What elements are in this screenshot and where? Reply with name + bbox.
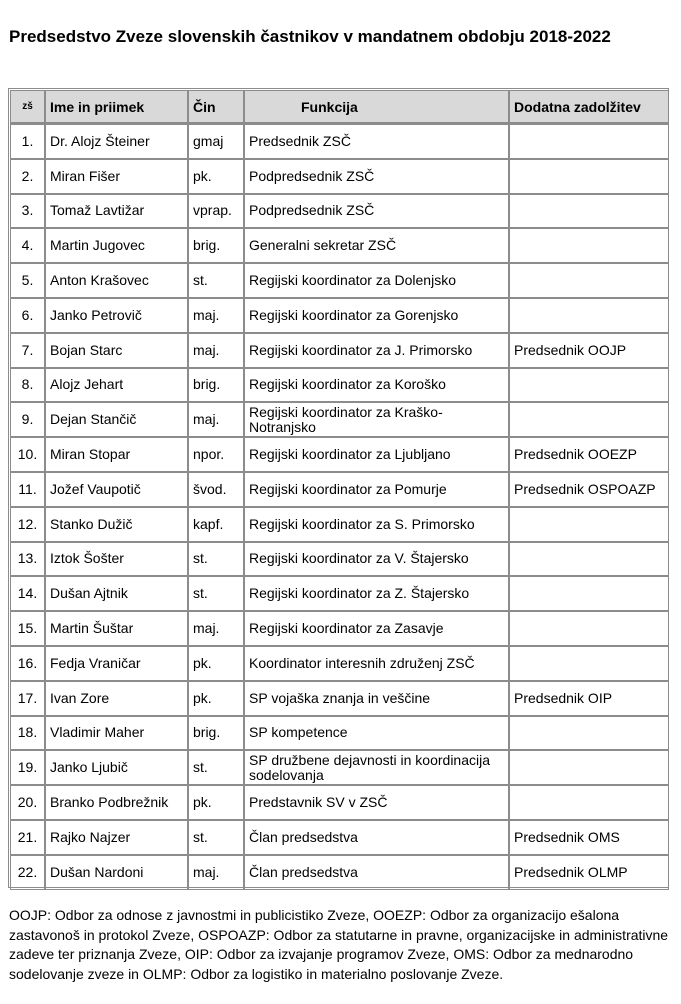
cell-rank: brig. — [188, 228, 244, 263]
cell-number: 13. — [10, 542, 45, 577]
cell-name: Anton Krašovec — [45, 263, 188, 298]
table-row — [10, 368, 669, 403]
cell-rank: npor. — [188, 437, 244, 472]
cell-number: 21. — [10, 820, 45, 855]
table-row — [10, 402, 669, 437]
cell-number: 19. — [10, 750, 45, 785]
cell-extra-duty — [509, 263, 669, 298]
cell-function: Podpredsednik ZSČ — [244, 159, 509, 194]
cell-name: Miran Stopar — [45, 437, 188, 472]
cell-rank: švod. — [188, 472, 244, 507]
table-row — [10, 472, 669, 507]
cell-function: Regijski koordinator za Z. Štajersko — [244, 576, 509, 611]
cell-rank: st. — [188, 820, 244, 855]
cell-function: Regijski koordinator za Kraško-Notranjsko — [244, 402, 509, 437]
cell-function: Regijski koordinator za Pomurje — [244, 472, 509, 507]
cell-extra-duty — [509, 785, 669, 820]
cell-extra-duty — [509, 228, 669, 263]
cell-name: Bojan Starc — [45, 333, 188, 368]
table-row — [10, 124, 669, 159]
cell-rank: st. — [188, 542, 244, 577]
cell-number: 5. — [10, 263, 45, 298]
cell-extra-duty — [509, 716, 669, 751]
cell-name: Jožef Vaupotič — [45, 472, 188, 507]
cell-function: Regijski koordinator za Zasavje — [244, 611, 509, 646]
table-row — [10, 298, 669, 333]
cell-number: 2. — [10, 159, 45, 194]
cell-name: Dušan Ajtnik — [45, 576, 188, 611]
cell-number: 10. — [10, 437, 45, 472]
column-header-number: zš — [10, 90, 45, 124]
cell-extra-duty — [509, 159, 669, 194]
cell-rank: maj. — [188, 611, 244, 646]
cell-function: Koordinator interesnih združenj ZSČ — [244, 646, 509, 681]
cell-function: Regijski koordinator za Dolenjsko — [244, 263, 509, 298]
table-row — [10, 820, 669, 855]
cell-rank: pk. — [188, 159, 244, 194]
table-row — [10, 785, 669, 820]
cell-function: Regijski koordinator za Ljubljano — [244, 437, 509, 472]
cell-rank: vprap. — [188, 194, 244, 229]
cell-function: SP kompetence — [244, 716, 509, 751]
cell-rank: brig. — [188, 368, 244, 403]
cell-number: 4. — [10, 228, 45, 263]
cell-extra-duty: Predsednik OOJP — [509, 333, 669, 368]
cell-name: Miran Fišer — [45, 159, 188, 194]
cell-rank: maj. — [188, 855, 244, 890]
table-header-row — [10, 90, 669, 124]
cell-extra-duty: Predsednik OIP — [509, 681, 669, 716]
column-header-function: Funkcija — [244, 90, 509, 124]
cell-rank: pk. — [188, 785, 244, 820]
cell-name: Ivan Zore — [45, 681, 188, 716]
table-row — [10, 750, 669, 785]
cell-extra-duty — [509, 368, 669, 403]
footnote: OOJP: Odbor za odnose z javnostmi in publicistiko Zveze, OOEZP: Odbor za organizacijo ešalona zastavonoš in protokol Zveze, OSPOAZP: Odbor za statutarne in pravne, organizacijske in administrativne zadeve ter priznanja Zveze, OIP: Odbor za izvajanje programov Zveze, OMS: Odbor za mednarodno sodelovanje zveze in OLMP: Odbor za logistiko in materialno poslovanje Zveze. — [9, 907, 669, 982]
cell-number: 7. — [10, 333, 45, 368]
cell-name: Dr. Alojz Šteiner — [45, 124, 188, 159]
table-row — [10, 611, 669, 646]
cell-name: Iztok Šošter — [45, 542, 188, 577]
table-row — [10, 228, 669, 263]
table-row — [10, 159, 669, 194]
members-table — [10, 90, 669, 890]
table-row — [10, 681, 669, 716]
cell-rank: maj. — [188, 298, 244, 333]
cell-number: 3. — [10, 194, 45, 229]
cell-extra-duty — [509, 576, 669, 611]
cell-function: Regijski koordinator za Gorenjsko — [244, 298, 509, 333]
cell-name: Dejan Stančič — [45, 402, 188, 437]
table-row — [10, 507, 669, 542]
cell-number: 15. — [10, 611, 45, 646]
cell-extra-duty — [509, 750, 669, 785]
cell-number: 17. — [10, 681, 45, 716]
cell-number: 1. — [10, 124, 45, 159]
cell-rank: maj. — [188, 402, 244, 437]
cell-function: Regijski koordinator za J. Primorsko — [244, 333, 509, 368]
cell-number: 9. — [10, 402, 45, 437]
table-row — [10, 716, 669, 751]
cell-number: 20. — [10, 785, 45, 820]
cell-name: Vladimir Maher — [45, 716, 188, 751]
cell-rank: st. — [188, 263, 244, 298]
cell-rank: st. — [188, 750, 244, 785]
cell-number: 22. — [10, 855, 45, 890]
cell-rank: pk. — [188, 681, 244, 716]
cell-function: Regijski koordinator za V. Štajersko — [244, 542, 509, 577]
cell-function: Član predsedstva — [244, 855, 509, 890]
table-row — [10, 855, 669, 890]
cell-function: Član predsedstva — [244, 820, 509, 855]
cell-function: Regijski koordinator za Koroško — [244, 368, 509, 403]
cell-name: Stanko Dužič — [45, 507, 188, 542]
cell-name: Dušan Nardoni — [45, 855, 188, 890]
cell-name: Fedja Vraničar — [45, 646, 188, 681]
cell-name: Alojz Jehart — [45, 368, 188, 403]
cell-extra-duty — [509, 542, 669, 577]
column-header-name: Ime in priimek — [45, 90, 188, 124]
cell-extra-duty — [509, 646, 669, 681]
cell-rank: pk. — [188, 646, 244, 681]
page-title: Predsedstvo Zveze slovenskih častnikov v mandatnem obdobju 2018-2022 — [9, 27, 611, 46]
column-header-rank: Čin — [188, 90, 244, 124]
cell-name: Branko Podbrežnik — [45, 785, 188, 820]
cell-extra-duty — [509, 507, 669, 542]
cell-number: 18. — [10, 716, 45, 751]
cell-extra-duty — [509, 402, 669, 437]
cell-rank: kapf. — [188, 507, 244, 542]
cell-extra-duty: Predsednik OSPOAZP — [509, 472, 669, 507]
cell-extra-duty — [509, 298, 669, 333]
cell-name: Martin Šuštar — [45, 611, 188, 646]
cell-function: SP družbene dejavnosti in koordinacija sodelovanja — [244, 750, 509, 785]
table-row — [10, 333, 669, 368]
cell-extra-duty: Predsednik OMS — [509, 820, 669, 855]
table-row — [10, 194, 669, 229]
cell-extra-duty — [509, 611, 669, 646]
cell-extra-duty: Predsednik OOEZP — [509, 437, 669, 472]
table-row — [10, 646, 669, 681]
cell-function: Regijski koordinator za S. Primorsko — [244, 507, 509, 542]
cell-name: Rajko Najzer — [45, 820, 188, 855]
table-row — [10, 437, 669, 472]
cell-number: 8. — [10, 368, 45, 403]
cell-number: 12. — [10, 507, 45, 542]
cell-rank: gmaj — [188, 124, 244, 159]
cell-name: Janko Petrovič — [45, 298, 188, 333]
cell-rank: maj. — [188, 333, 244, 368]
cell-name: Martin Jugovec — [45, 228, 188, 263]
cell-number: 6. — [10, 298, 45, 333]
cell-function: Predsednik ZSČ — [244, 124, 509, 159]
cell-function: SP vojaška znanja in veščine — [244, 681, 509, 716]
cell-name: Janko Ljubič — [45, 750, 188, 785]
cell-extra-duty — [509, 194, 669, 229]
cell-number: 16. — [10, 646, 45, 681]
table-row — [10, 263, 669, 298]
cell-rank: brig. — [188, 716, 244, 751]
table-row — [10, 576, 669, 611]
column-header-extra-duty: Dodatna zadolžitev — [509, 90, 669, 124]
cell-function: Generalni sekretar ZSČ — [244, 228, 509, 263]
cell-function: Podpredsednik ZSČ — [244, 194, 509, 229]
cell-number: 11. — [10, 472, 45, 507]
cell-rank: st. — [188, 576, 244, 611]
cell-name: Tomaž Lavtižar — [45, 194, 188, 229]
table-row — [10, 542, 669, 577]
cell-extra-duty: Predsednik OLMP — [509, 855, 669, 890]
cell-function: Predstavnik SV v ZSČ — [244, 785, 509, 820]
cell-number: 14. — [10, 576, 45, 611]
cell-extra-duty — [509, 124, 669, 159]
